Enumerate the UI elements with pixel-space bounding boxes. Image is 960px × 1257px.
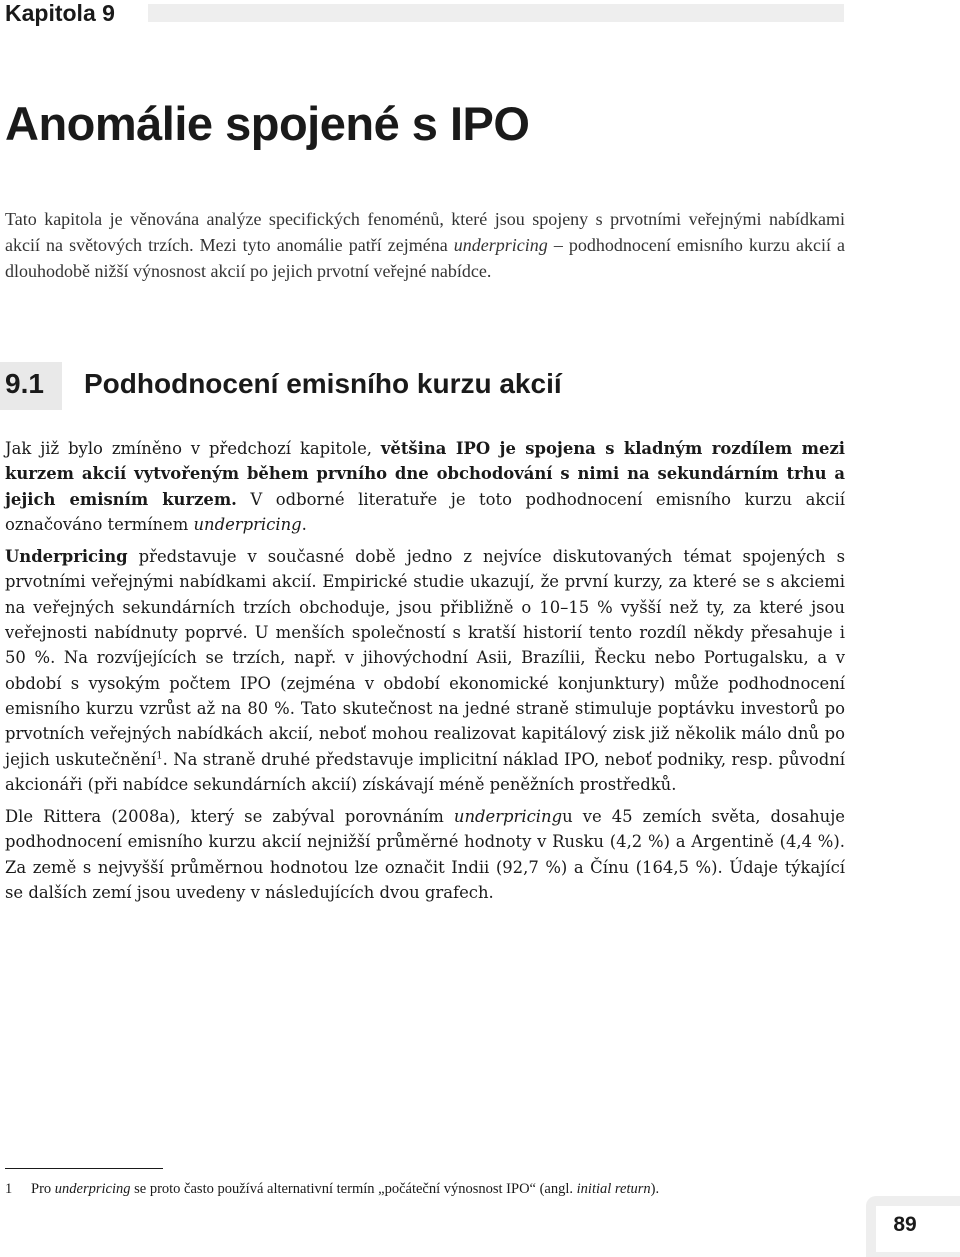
footnote-term-1: underpricing	[54, 1181, 131, 1197]
section-number: 9.1	[5, 368, 44, 399]
intro-text-2: – podhodnocení emisního kurzu akcií a dlouhodobě nižší výnosnost akcií po jejich prvotní veřejné nabídce.	[5, 235, 845, 281]
footnote-number: 1	[5, 1181, 13, 1197]
footnote-text-b: se proto často používá alternativní termín „počáteční výnosnost IPO“ (angl.	[130, 1181, 577, 1197]
footnote-term-2: initial return	[576, 1181, 651, 1197]
p1-term: underpricing	[193, 514, 302, 534]
chapter-label: Kapitola 9	[5, 0, 115, 26]
footnote-text-a: Pro	[31, 1181, 55, 1197]
p3-term: underpricing	[453, 807, 563, 827]
paragraph-1	[5, 436, 845, 537]
p2-term: Underpricing	[5, 547, 128, 567]
footnote	[5, 1179, 905, 1199]
p3-text-a: Dle Rittera (2008a), který se zabýval porovnáním	[5, 807, 454, 827]
footnote-divider	[5, 1168, 163, 1169]
intro-term: underpricing	[453, 235, 548, 255]
section-body	[5, 436, 845, 912]
footnote-text-c: ).	[650, 1181, 660, 1197]
p2-text-c: . Na straně druhé představuje implicitní náklad IPO, neboť podniky, resp. původní akcionáři (při nabídce sekundárních akcií) získávají méně peněžních prostředků.	[5, 749, 845, 794]
section-title: Podhodnocení emisního kurzu akcií	[84, 368, 562, 399]
p1-text-c: V odborné literatuře je toto podhodnocení emisního kurzu akcií označováno termínem	[5, 489, 845, 534]
p1-text-a: Jak již bylo zmíněno v předchozí kapitole,	[5, 439, 381, 458]
intro-text-1: Tato kapitola je věnována analýze specifických fenoménů, které jsou spojeny s prvotními veřejnými nabídkami akcií na světových trzích. Mezi tyto anomálie patří zejména	[5, 209, 845, 255]
chapter-intro	[5, 206, 845, 284]
chapter-title: Anomálie spojené s IPO	[5, 97, 530, 150]
p1-emphasis: většina IPO je spojena s kladným rozdílem mezi kurzem akcií vytvořeným během prvního dne obchodování s nimi na sekundárním trhu a jejich emisním kurzem.	[5, 439, 845, 509]
page-number: 89	[893, 1213, 917, 1236]
p3-text-b: u ve 45 zemích světa, dosahuje podhodnocení emisního kurzu akcií nejnižší průměrné hodnoty v Rusku (4,2 %) a Argentině (4,4 %). Za země s nejvyšší průměrnou hodnotou lze označit Indii (92,7 %) a Čínu (164,5 %). Údaje týkající se dalších zemí jsou uvedeny v následujících dvou grafech.	[5, 807, 845, 903]
p2-text-b: představuje v současné době jedno z nejvíce diskutovaných témat spojených s prvotními veřejnými nabídkami akcií. Empirické studie ukazují, že první kurzy, za které se s akciemi na veřejných sekundárních trzích obchoduje, jsou přibližně o 10–15 % vyšší než ty, za které jsou veřejnosti nabídnuty poprvé. U menších společností s kratší historií tento rozdíl někdy přesahuje i 50 %. Na rozvíjejících se trzích, např. v jihovýchodní Asii, Brazílii, Řecku nebo Portugalsku, a v období s vysokým počtem IPO (zejména v období ekonomické konjunktury) může podhodnocení emisního kurzu vzrůst až na 80 %. Tato skutečnost na jedné straně stimuluje poptávku investorů po prvotních veřejných nabídkách akcií, neboť mohou realizovat kapitálový zisk již několik málo dnů po jejich uskutečnění	[5, 547, 845, 769]
paragraph-3	[5, 804, 845, 905]
p1-text-d: .	[301, 514, 307, 534]
header-bar	[148, 4, 844, 22]
paragraph-2	[5, 544, 845, 797]
footnote-ref[interactable]: 1	[156, 750, 163, 762]
